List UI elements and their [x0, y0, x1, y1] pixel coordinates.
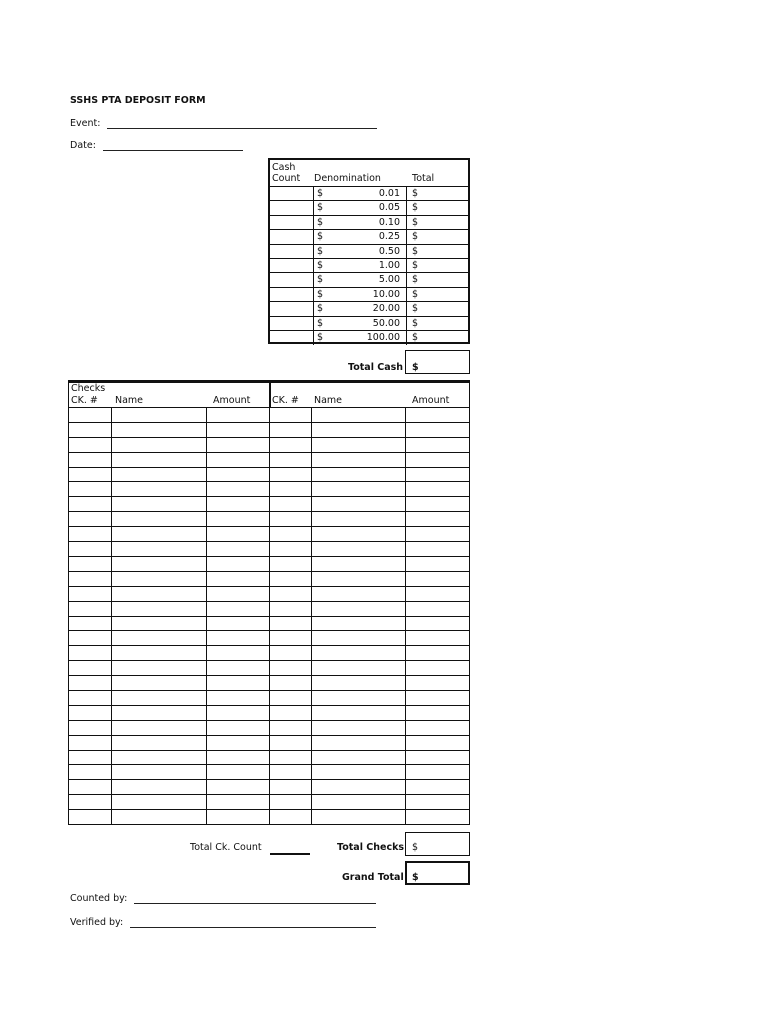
- table-row[interactable]: [69, 511, 469, 512]
- col-name-right: Name: [314, 395, 343, 406]
- denomination-currency: $: [317, 231, 324, 243]
- cash-total-cell[interactable]: [406, 288, 470, 301]
- table-row[interactable]: [69, 616, 469, 617]
- cash-total-cell[interactable]: [406, 302, 470, 315]
- denomination-value: 10.00: [372, 288, 400, 300]
- table-row[interactable]: [69, 437, 469, 438]
- cash-count-cell[interactable]: [270, 288, 314, 301]
- table-row[interactable]: [69, 541, 469, 542]
- table-row[interactable]: [69, 452, 469, 453]
- denomination-value: 100.00: [366, 332, 400, 343]
- denomination-cell: [313, 288, 407, 301]
- cash-count-cell[interactable]: [270, 331, 314, 345]
- cash-count-cell[interactable]: [270, 187, 314, 200]
- table-row[interactable]: [69, 601, 469, 602]
- verified-by-field[interactable]: [130, 927, 376, 928]
- counted-by-row: [70, 893, 376, 904]
- table-row[interactable]: [69, 630, 469, 631]
- denomination-value: 0.10: [378, 216, 400, 228]
- cash-total-currency: $: [412, 245, 419, 257]
- denomination-cell: [313, 245, 407, 258]
- checks-table: [68, 380, 470, 825]
- col-ck-left: CK. #: [71, 395, 98, 406]
- denomination-value: 0.25: [378, 231, 400, 243]
- event-label: Event:: [70, 118, 101, 129]
- cash-row: [270, 273, 468, 287]
- cash-row: [270, 317, 468, 331]
- col-ck-right: CK. #: [272, 395, 299, 406]
- denomination-cell: [313, 273, 407, 286]
- header-total: Total: [412, 173, 435, 184]
- denomination-cell: [313, 302, 407, 315]
- table-row[interactable]: [69, 794, 469, 795]
- verified-by-row: [70, 917, 376, 928]
- counted-by-field[interactable]: [134, 903, 376, 904]
- cash-total-currency: $: [412, 317, 419, 329]
- cash-row: [270, 259, 468, 273]
- total-checks-currency: $: [412, 842, 419, 853]
- cash-total-currency: $: [412, 188, 419, 199]
- header-cash: Cash: [272, 162, 296, 173]
- form-title: SSHS PTA DEPOSIT FORM: [70, 95, 206, 106]
- event-field[interactable]: [107, 128, 377, 129]
- cash-count-cell[interactable]: [270, 230, 314, 243]
- date-label: Date:: [70, 140, 96, 151]
- table-row[interactable]: [69, 571, 469, 572]
- cash-count-cell[interactable]: [270, 201, 314, 214]
- denomination-currency: $: [317, 216, 324, 228]
- denomination-cell: [313, 187, 407, 200]
- cash-row: [270, 187, 468, 201]
- cash-total-cell[interactable]: [406, 230, 470, 243]
- total-cash-label: Total Cash: [348, 362, 404, 373]
- cash-total-currency: $: [412, 332, 419, 343]
- denomination-currency: $: [317, 303, 324, 315]
- cash-total-currency: $: [412, 274, 419, 286]
- table-row[interactable]: [69, 556, 469, 557]
- cash-count-cell[interactable]: [270, 317, 314, 330]
- denomination-value: 50.00: [372, 317, 400, 329]
- col-name-left: Name: [115, 395, 144, 406]
- cash-count-cell[interactable]: [270, 245, 314, 258]
- cash-count-cell[interactable]: [270, 216, 314, 229]
- table-row[interactable]: [69, 467, 469, 468]
- cash-total-cell[interactable]: [406, 259, 470, 272]
- table-row[interactable]: [69, 586, 469, 587]
- cash-total-currency: $: [412, 231, 419, 243]
- cash-table-header: [270, 160, 468, 187]
- denomination-cell: [313, 201, 407, 214]
- denomination-currency: $: [317, 245, 324, 257]
- denomination-currency: $: [317, 317, 324, 329]
- cash-total-currency: $: [412, 202, 419, 214]
- cash-row: [270, 201, 468, 215]
- table-row[interactable]: [69, 496, 469, 497]
- col-amount-right: Amount: [412, 395, 450, 406]
- cash-row: [270, 302, 468, 316]
- table-row[interactable]: [69, 407, 469, 408]
- col-amount-left: Amount: [213, 395, 251, 406]
- cash-total-cell[interactable]: [406, 187, 470, 200]
- table-row[interactable]: [69, 824, 469, 825]
- date-row: [70, 140, 243, 151]
- table-row[interactable]: [69, 750, 469, 751]
- cash-total-currency: $: [412, 260, 419, 271]
- table-row[interactable]: [69, 779, 469, 780]
- table-row[interactable]: [69, 660, 469, 661]
- cash-row: [270, 288, 468, 302]
- denomination-cell: [313, 331, 407, 345]
- verified-by-label: Verified by:: [70, 917, 124, 928]
- cash-count-cell[interactable]: [270, 259, 314, 272]
- denomination-cell: [313, 230, 407, 243]
- denomination-currency: $: [317, 332, 324, 343]
- cash-total-cell[interactable]: [406, 216, 470, 229]
- table-row[interactable]: [69, 690, 469, 691]
- table-row[interactable]: [69, 481, 469, 482]
- denomination-value: 5.00: [378, 274, 400, 286]
- cash-count-cell[interactable]: [270, 302, 314, 315]
- cash-total-cell[interactable]: [406, 201, 470, 214]
- denomination-currency: $: [317, 202, 324, 214]
- denomination-cell: [313, 216, 407, 229]
- cash-count-table: [268, 158, 470, 344]
- header-count: Count: [272, 173, 301, 184]
- cash-row: [270, 331, 468, 345]
- table-row[interactable]: [69, 764, 469, 765]
- denomination-value: 0.01: [378, 188, 400, 199]
- table-row[interactable]: [69, 735, 469, 736]
- total-cash-box[interactable]: [405, 350, 470, 374]
- denomination-cell: [313, 317, 407, 330]
- table-row[interactable]: [69, 526, 469, 527]
- denomination-currency: $: [317, 260, 324, 271]
- denomination-value: 0.50: [378, 245, 400, 257]
- total-cash-currency: $: [412, 362, 419, 373]
- denomination-currency: $: [317, 274, 324, 286]
- cash-row: [270, 216, 468, 230]
- cash-count-cell[interactable]: [270, 273, 314, 286]
- grand-total-label: Grand Total: [342, 872, 404, 883]
- cash-row: [270, 245, 468, 259]
- denomination-value: 20.00: [372, 303, 400, 315]
- table-row[interactable]: [69, 720, 469, 721]
- table-row[interactable]: [69, 645, 469, 646]
- cash-total-currency: $: [412, 303, 419, 315]
- total-ck-count-field[interactable]: [270, 853, 310, 855]
- cash-total-currency: $: [412, 288, 419, 300]
- table-row[interactable]: [69, 705, 469, 706]
- table-row[interactable]: [69, 422, 469, 423]
- total-checks-box[interactable]: [405, 832, 470, 856]
- cash-total-cell[interactable]: [406, 331, 470, 345]
- cash-total-currency: $: [412, 216, 419, 228]
- cash-total-cell[interactable]: [406, 317, 470, 330]
- table-row[interactable]: [69, 809, 469, 810]
- table-row[interactable]: [69, 675, 469, 676]
- denomination-currency: $: [317, 288, 324, 300]
- cash-row: [270, 230, 468, 244]
- denomination-value: 0.05: [378, 202, 400, 214]
- denomination-currency: $: [317, 188, 324, 199]
- denomination-cell: [313, 259, 407, 272]
- header-denomination: Denomination: [314, 173, 381, 184]
- date-field[interactable]: [103, 150, 243, 151]
- total-ck-count-label: Total Ck. Count: [190, 842, 262, 853]
- counted-by-label: Counted by:: [70, 893, 128, 904]
- grand-total-currency: $: [412, 872, 419, 883]
- grand-total-box[interactable]: [405, 861, 470, 885]
- total-checks-label: Total Checks: [337, 842, 405, 853]
- denomination-value: 1.00: [378, 260, 400, 271]
- cash-total-cell[interactable]: [406, 273, 470, 286]
- checks-header: Checks: [71, 383, 106, 394]
- cash-total-cell[interactable]: [406, 245, 470, 258]
- event-row: [70, 118, 377, 129]
